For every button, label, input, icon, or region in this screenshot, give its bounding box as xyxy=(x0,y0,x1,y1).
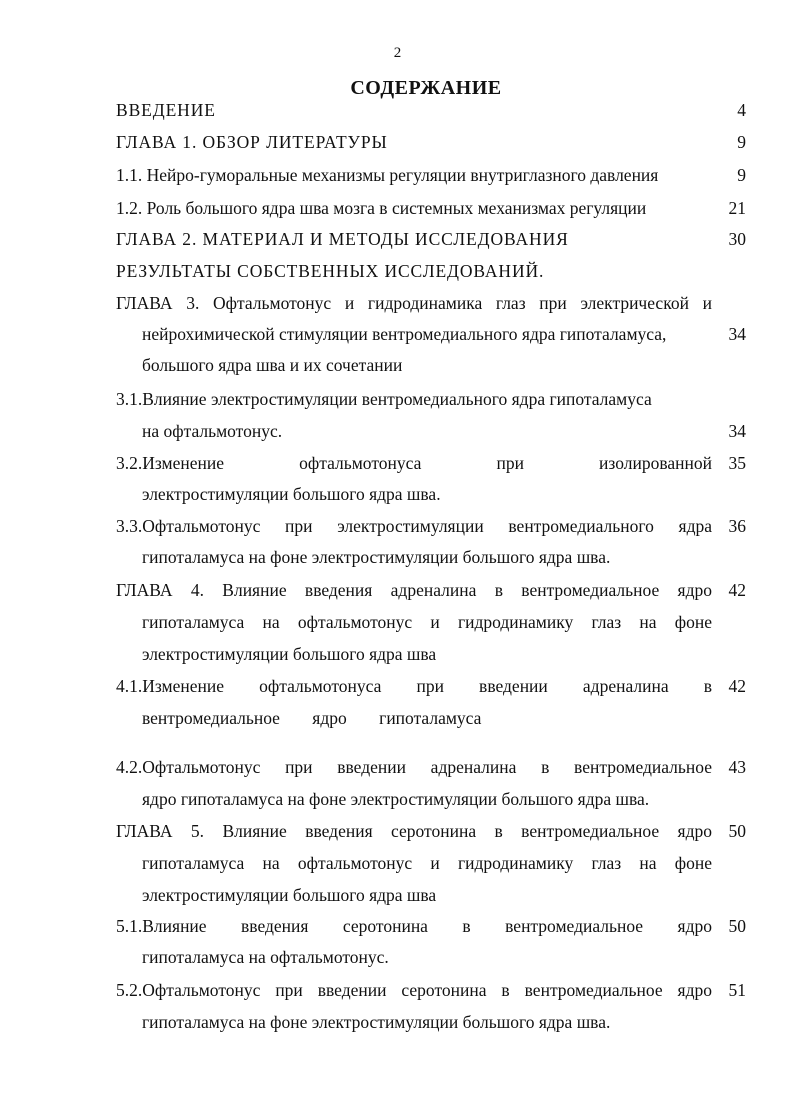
toc-entry-text: 1.1. Нейро-гуморальные механизмы регуляции внутриглазного давления xyxy=(116,165,659,185)
toc-title: СОДЕРЖАНИЕ xyxy=(350,77,502,99)
toc-entry-text: 1.2. Роль большого ядра шва мозга в системных механизмах регуляции xyxy=(116,198,647,218)
toc-entry-text: на офтальмотонус. xyxy=(142,421,283,441)
toc-page-number: 9 xyxy=(737,165,746,185)
toc-page-number: 34 xyxy=(728,324,746,344)
toc-entry-text: 3.3.Офтальмотонус при электростимуляции вентромедиального ядра xyxy=(116,516,712,536)
toc-entry-text: РЕЗУЛЬТАТЫ СОБСТВЕННЫХ ИССЛЕДОВАНИЙ. xyxy=(116,261,545,281)
toc-entry-text: гипоталамуса на офтальмотонус. xyxy=(142,947,389,967)
toc-entry-text: 5.2.Офтальмотонус при введении серотонина в вентромедиальное ядро xyxy=(116,980,712,1000)
toc-entry-text: гипоталамуса на фоне электростимуляции большого ядра шва. xyxy=(142,547,611,567)
toc-page-number: 9 xyxy=(737,132,746,152)
toc-entry-text: ГЛАВА 4. Влияние введения адреналина в вентромедиальное ядро xyxy=(116,580,712,600)
toc-entry-text: гипоталамуса на офтальмотонус и гидродинамику глаз на фоне xyxy=(142,612,712,632)
toc-entry-text: ГЛАВА 5. Влияние введения серотонина в вентромедиальное ядро xyxy=(116,821,712,841)
toc-page-number: 43 xyxy=(728,757,746,777)
toc-page-number: 21 xyxy=(728,198,746,218)
toc-entry-text: ВВЕДЕНИЕ xyxy=(116,100,216,120)
toc-page-number: 4 xyxy=(737,100,746,120)
toc-page-number: 42 xyxy=(728,580,746,600)
toc-entry-text: ГЛАВА 2. МАТЕРИАЛ И МЕТОДЫ ИССЛЕДОВАНИЯ xyxy=(116,229,569,249)
toc-page-number: 42 xyxy=(728,676,746,696)
toc-entry-text: электростимуляции большого ядра шва xyxy=(142,885,437,905)
toc-entry-text: 4.2.Офтальмотонус при введении адреналина в вентромедиальное xyxy=(116,757,712,777)
toc-page-number: 50 xyxy=(728,821,746,841)
toc-page-number: 50 xyxy=(728,916,746,936)
toc-entry-text: ГЛАВА 1. ОБЗОР ЛИТЕРАТУРЫ xyxy=(116,132,388,152)
toc-page-number: 35 xyxy=(728,453,746,473)
toc-entry-text: большого ядра шва и их сочетании xyxy=(142,355,403,375)
toc-entry-text: 3.2.Изменение офтальмотонуса при изолированной xyxy=(116,453,712,473)
toc-entry-text: гипоталамуса на офтальмотонус и гидродинамику глаз на фоне xyxy=(142,853,712,873)
toc-page-number: 51 xyxy=(728,980,746,1000)
toc-entry-text: ГЛАВА 3. Офтальмотонус и гидродинамика глаз при электрической и xyxy=(116,293,712,313)
toc-page-number: 36 xyxy=(728,516,746,536)
toc-entry-text: электростимуляции большого ядра шва xyxy=(142,644,437,664)
toc-entry-text: ядро гипоталамуса на фоне электростимуляции большого ядра шва. xyxy=(142,789,650,809)
toc-entry-text: электростимуляции большого ядра шва. xyxy=(142,484,441,504)
page-number: 2 xyxy=(393,45,402,61)
toc-entry-text: 4.1.Изменение офтальмотонуса при введении адреналина в xyxy=(116,676,712,696)
toc-page-number: 34 xyxy=(728,421,746,441)
toc-entry-text: вентромедиальное ядро гипоталамуса xyxy=(142,708,482,728)
toc-entry-text: нейрохимической стимуляции вентромедиального ядра гипоталамуса, xyxy=(142,324,667,344)
toc-entry-text: 3.1.Влияние электростимуляции вентромедиального ядра гипоталамуса xyxy=(116,389,652,409)
toc-page-number: 30 xyxy=(728,229,746,249)
toc-entry-text: гипоталамуса на фоне электростимуляции большого ядра шва. xyxy=(142,1012,611,1032)
toc-entry-text: 5.1.Влияние введения серотонина в вентромедиальное ядро xyxy=(116,916,712,936)
